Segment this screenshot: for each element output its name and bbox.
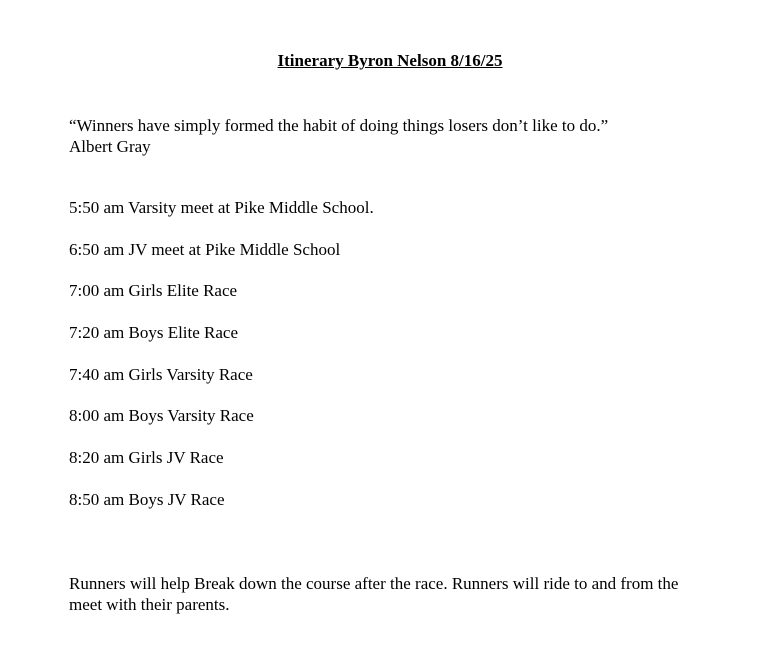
document-title: Itinerary Byron Nelson 8/16/25 [277,51,503,70]
schedule-item: 8:50 am Boys JV Race [69,489,225,509]
schedule-item: 7:20 am Boys Elite Race [69,323,239,343]
schedule-item: 8:00 am Boys Varsity Race [69,406,254,426]
schedule-item: 5:50 am Varsity meet at Pike Middle School. [69,198,374,217]
schedule-list [69,198,374,532]
quote-block [69,115,608,157]
schedule-item: 8:20 am Girls JV Race [69,448,224,468]
quote-author: Albert Gray [69,137,151,156]
closing-note: Runners will help Break down the course after the race. Runners will ride to and from the meet with their parents. [69,574,679,614]
schedule-item: 7:00 am Girls Elite Race [69,281,238,301]
quote-text: “Winners have simply formed the habit of doing things losers don’t like to do.” [69,116,609,135]
schedule-item: 7:40 am Girls Varsity Race [69,364,253,384]
schedule-item: 6:50 am JV meet at Pike Middle School [69,239,341,259]
